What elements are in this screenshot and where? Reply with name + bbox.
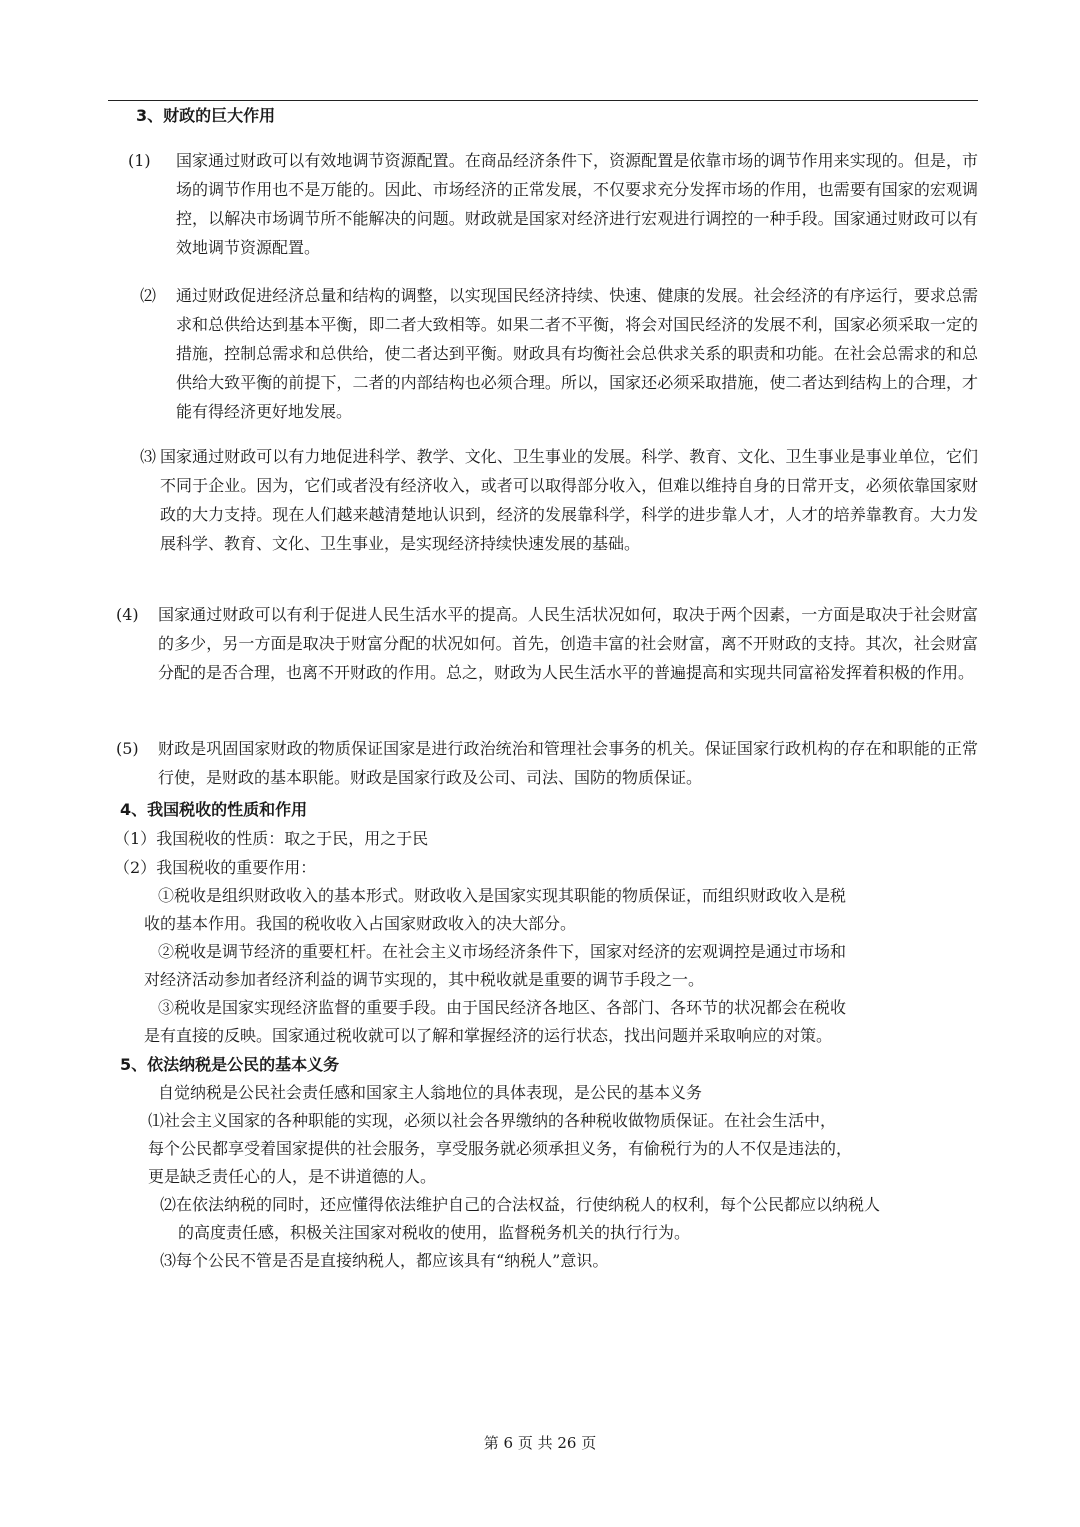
- duty-para-3: ⑶每个公民不管是否是直接纳税人，都应该具有“纳税人”意识。: [160, 1251, 609, 1270]
- duty-para-2-line2: 的高度责任感，积极关注国家对税收的使用，监督税务机关的执行行为。: [178, 1223, 691, 1242]
- item-text: 通过财政促进经济总量和结构的调整，以实现国民经济持续、快速、健康的发展。社会经济的有序运行，要求总需求和总供给达到基本平衡，即二者大致相等。如果二者不平衡，将会对国民经济的发展不利，国家必须采取一定的措施，控制总需求和总供给，使二者达到平衡。财政具有均衡社会总供求关系的职责和功能。在社会总需求的和总供给大致平衡的前提下，二者的内部结构也必须合理。所以，国家还必须采取措施，使二者达到结构上的合理，才能有得经济更好地发展。: [176, 286, 978, 421]
- section4-item-2: [114, 857, 316, 879]
- tax-role-1-line2: 收的基本作用。我国的税收收入占国家财政收入的决大部分。: [144, 914, 577, 933]
- item-text: 我国税收的重要作用：: [156, 858, 317, 877]
- item-number: （1）: [114, 829, 157, 848]
- section4-item-1: [114, 828, 428, 850]
- item-text: 国家通过财政可以有效地调节资源配置。在商品经济条件下，资源配置是依靠市场的调节作用来实现的。但是，市场的调节作用也不是万能的。因此、市场经济的正常发展，不仅要求充分发挥市场的作用，也需要有国家的宏观调控，以解决市场调节所不能解决的问题。财政就是国家对经济进行宏观进行调控的一种手段。国家通过财政可以有效地调节资源配置。: [176, 151, 978, 257]
- header-rule: [108, 100, 978, 101]
- item-number: ⑵: [140, 286, 157, 305]
- item-text: 我国税收的性质：取之于民，用之于民: [156, 829, 429, 848]
- section5-heading: 5、依法纳税是公民的基本义务: [120, 1055, 340, 1074]
- item-number: (1): [128, 151, 151, 170]
- item-text: 国家通过财政可以有利于促进人民生活水平的提高。人民生活状况如何，取决于两个因素，一方面是取决于社会财富的多少，另一方面是取决于财富分配的状况如何。首先，创造丰富的社会财富，离不开财政的支持。其次，社会财富分配的是否合理，也离不开财政的作用。总之，财政为人民生活水平的普遍提高和实现共同富裕发挥着积极的作用。: [158, 605, 978, 682]
- duty-para-1-line2: 每个公民都享受着国家提供的社会服务，享受服务就必须承担义务，有偷税行为的人不仅是违法的，: [148, 1139, 853, 1158]
- item-text: 国家通过财政可以有力地促进科学、教学、文化、卫生事业的发展。科学、教育、文化、卫生事业是事业单位，它们不同于企业。因为，它们或者没有经济收入，或者可以取得部分收入，但难以维持自身的日常开支，必须依靠国家财政的大力支持。现在人们越来越清楚地认识到，经济的发展靠科学，科学的进步靠人才，人才的培养靠教育。大力发展科学、教育、文化、卫生事业，是实现经济持续快速发展的基础。: [160, 447, 978, 553]
- section5-intro: 自觉纳税是公民社会责任感和国家主人翁地位的具体表现，是公民的基本义务: [158, 1083, 703, 1102]
- section3-heading: 3、财政的巨大作用: [136, 106, 276, 125]
- tax-role-2-line1: ②税收是调节经济的重要杠杆。在社会主义市场经济条件下，国家对经济的宏观调控是通过市场和: [158, 942, 847, 961]
- section4-heading: 4、我国税收的性质和作用: [120, 800, 308, 819]
- duty-para-2-line1: ⑵在依法纳税的同时，还应懂得依法维护自己的合法权益，行使纳税人的权利，每个公民都应以纳税人: [160, 1195, 881, 1214]
- item-number: (5): [116, 739, 139, 758]
- tax-role-2-line2: 对经济活动参加者经济利益的调节实现的，其中税收就是重要的调节手段之一。: [144, 970, 705, 989]
- duty-para-1-line1: ⑴社会主义国家的各种职能的实现，必须以社会各界缴纳的各种税收做物质保证。在社会生活中，: [148, 1111, 837, 1130]
- item-text: 财政是巩固国家财政的物质保证国家是进行政治统治和管理社会事务的机关。保证国家行政机构的存在和职能的正常行使，是财政的基本职能。财政是国家行政及公司、司法、国防的物质保证。: [158, 739, 978, 787]
- tax-role-1-line1: ①税收是组织财政收入的基本形式。财政收入是国家实现其职能的物质保证，而组织财政收入是税: [158, 886, 847, 905]
- tax-role-3-line2: 是有直接的反映。国家通过税收就可以了解和掌握经济的运行状态，找出问题并采取响应的对策。: [144, 1026, 833, 1045]
- item-number: (4): [116, 605, 139, 624]
- item-number: ⑶: [140, 447, 157, 466]
- tax-role-3-line1: ③税收是国家实现经济监督的重要手段。由于国民经济各地区、各部门、各环节的状况都会在税收: [158, 998, 847, 1017]
- page-number: 第 6 页 共 26 页: [483, 1434, 597, 1452]
- item-number: （2）: [114, 858, 157, 877]
- duty-para-1-line3: 更是缺乏责任心的人，是不讲道德的人。: [148, 1167, 437, 1186]
